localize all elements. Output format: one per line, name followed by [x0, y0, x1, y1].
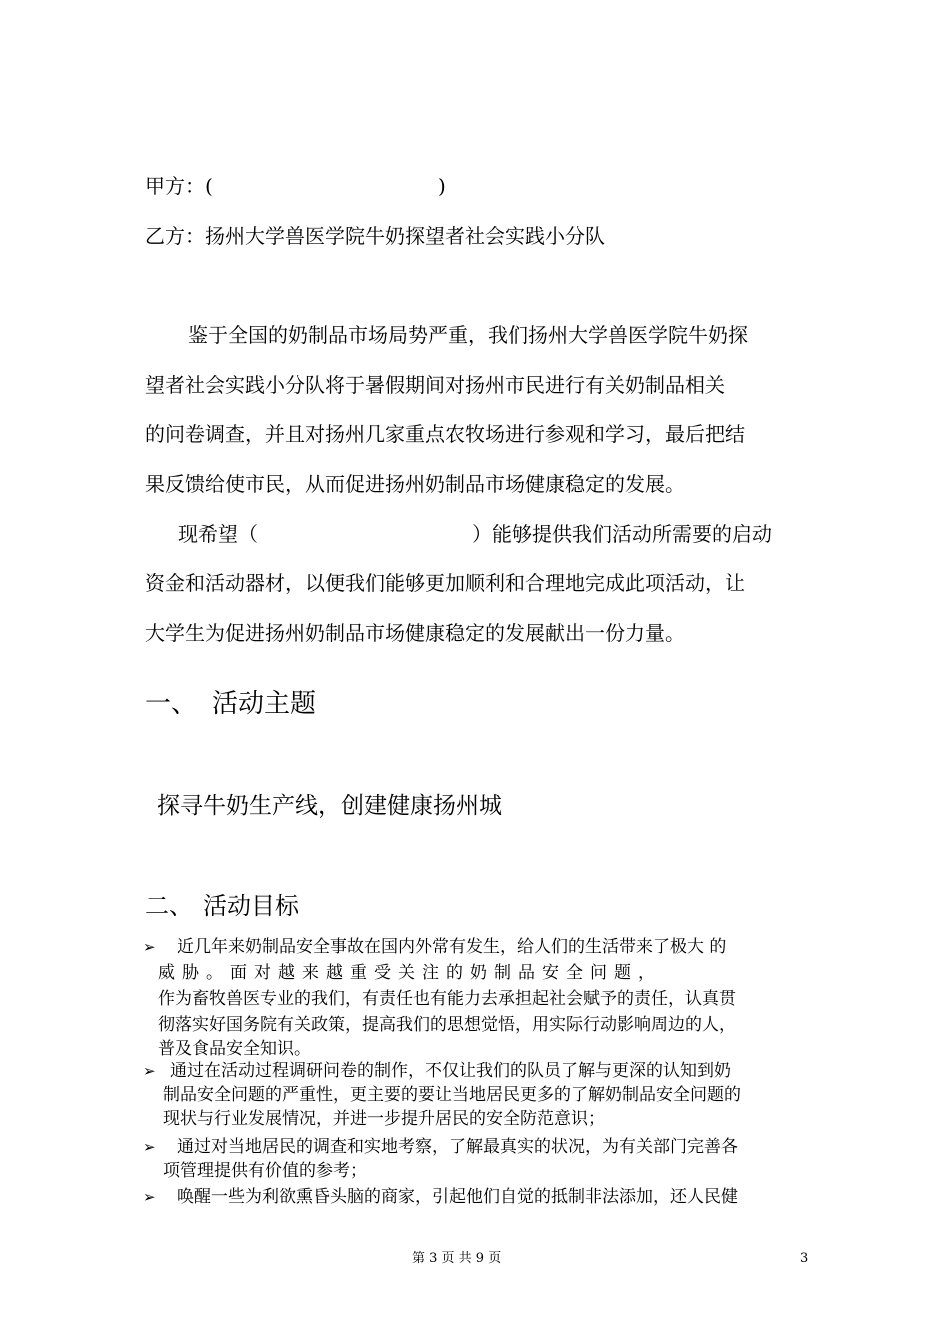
bullet-arrow-icon: ➢ — [143, 1062, 156, 1080]
activity-theme: 探寻牛奶生产线，创建健康扬州城 — [157, 793, 502, 819]
section1-number: 一、 — [145, 689, 198, 719]
intro-line-3: 的问卷调查，并且对扬州几家重点农牧场进行参观和学习，最后把结 — [145, 422, 745, 446]
intro-line-4: 果反馈给使市民，从而促进扬州奶制品市场健康稳定的发展。 — [145, 472, 685, 496]
goal-1-line-3: 作为畜牧兽医专业的我们，有责任也有能力去承担起社会赋予的责任，认真贯 — [158, 989, 736, 1009]
goal-4-line-1: 唤醒一些为利欲熏昏头脑的商家，引起他们自觉的抵制非法添加，还人民健 — [177, 1187, 738, 1207]
goal-1-line-5: 普及食品安全知识。 — [158, 1039, 311, 1059]
goal-3-line-1: 通过对当地居民的调查和实地考察，了解最真实的状况，为有关部门完善各 — [177, 1137, 738, 1157]
section1-title: 活动主题 — [212, 689, 317, 719]
request-line-3: 大学生为促进扬州奶制品市场健康稳定的发展献出一份力量。 — [145, 621, 685, 645]
section2-number: 二、 — [145, 892, 193, 920]
intro-line-2: 望者社会实践小分队将于暑假期间对扬州市民进行有关奶制品相关 — [145, 373, 725, 397]
party-a-label: 甲方：( — [145, 174, 213, 198]
bullet-arrow-icon: ➢ — [143, 938, 156, 956]
goal-1-line-1: 近几年来奶制品安全事故在国内外常有发生，给人们的生活带来了极大 的 — [177, 937, 727, 957]
party-a-close: ) — [438, 174, 446, 198]
bullet-arrow-icon: ➢ — [143, 1138, 156, 1156]
party-a-blank[interactable] — [233, 174, 433, 198]
intro-line-1: 鉴于全国的奶制品市场局势严重，我们扬州大学兽医学院牛奶探 — [188, 323, 748, 347]
request-close: ）能够提供我们活动所需要的启动 — [472, 522, 772, 546]
page-number: 3 — [800, 1251, 809, 1266]
page-indicator: 第 3 页 共 9 页 — [412, 1251, 502, 1266]
goal-2-line-1: 通过在活动过程调研问卷的制作，不仅让我们的队员了解与更深的认知到奶 — [170, 1061, 731, 1081]
goal-3-line-2: 项管理提供有价值的参考； — [163, 1161, 367, 1181]
section2-title: 活动目标 — [203, 892, 299, 920]
goal-1-line-4: 彻落实好国务院有关政策，提高我们的思想觉悟，用实际行动影响周边的人， — [158, 1015, 736, 1035]
goal-1-line-2: 威胁。面对越来越重受关注的奶制品安全问题， — [158, 963, 662, 983]
goal-2-line-2: 制品安全问题的严重性，更主要的要让当地居民更多的了解奶制品安全问题的 — [163, 1085, 741, 1105]
request-line-2: 资金和活动器材，以便我们能够更加顺利和合理地完成此项活动，让 — [145, 571, 745, 595]
request-open: 现希望（ — [178, 522, 258, 546]
request-blank[interactable] — [262, 522, 462, 546]
bullet-arrow-icon: ➢ — [143, 1188, 156, 1206]
party-b-line: 乙方：扬州大学兽医学院牛奶探望者社会实践小分队 — [145, 224, 605, 248]
goal-2-line-3: 现状与行业发展情况，并进一步提升居民的安全防范意识； — [163, 1109, 605, 1129]
